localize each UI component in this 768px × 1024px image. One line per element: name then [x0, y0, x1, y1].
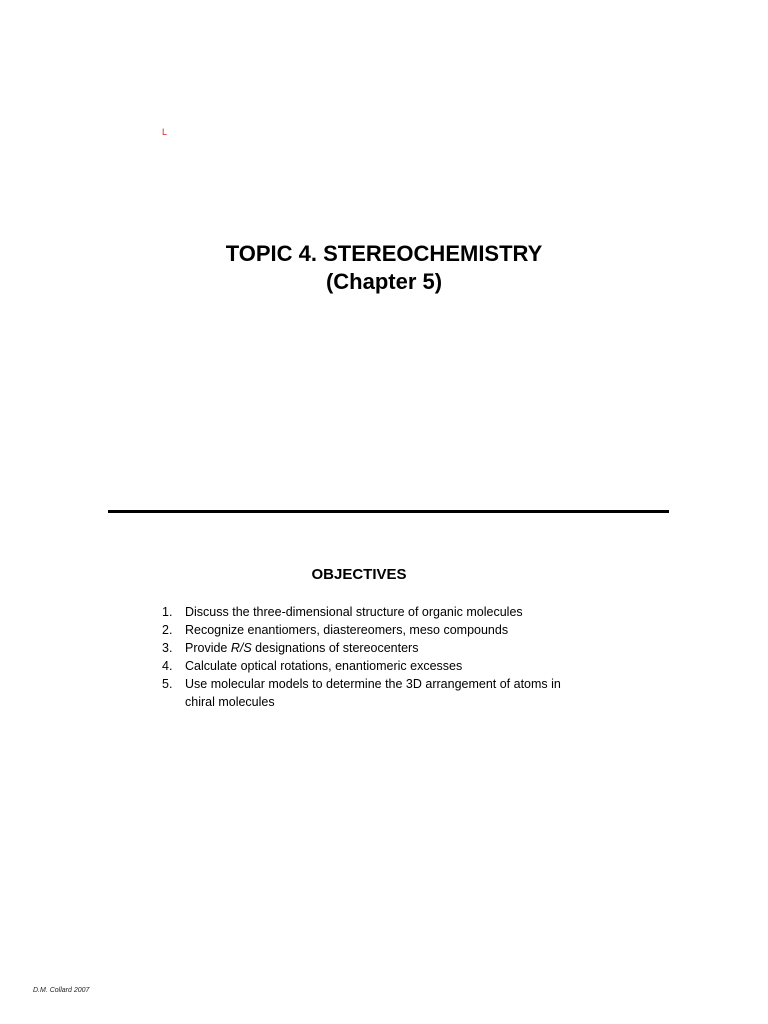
objective-text-post: designations of stereocenters	[251, 641, 419, 655]
horizontal-divider	[108, 510, 669, 513]
corner-mark: L	[162, 127, 168, 137]
objective-text: Use molecular models to determine the 3D arrangement of atoms in chiral molecules	[185, 677, 561, 709]
objective-number: 4.	[162, 659, 173, 673]
objective-item-5	[162, 675, 582, 711]
objective-item-3	[162, 639, 582, 657]
objective-number: 1.	[162, 605, 173, 619]
objectives-list	[162, 603, 582, 711]
objective-number: 2.	[162, 623, 173, 637]
objective-text: Calculate optical rotations, enantiomeric excesses	[185, 659, 463, 673]
objective-text: Recognize enantiomers, diastereomers, meso compounds	[185, 623, 509, 637]
page-subtitle: (Chapter 5)	[325, 269, 443, 294]
footer-credit: D.M. Collard 2007	[33, 987, 90, 994]
page-title: TOPIC 4. STEREOCHEMISTRY	[225, 241, 543, 266]
title-block	[0, 240, 768, 296]
objective-item-4	[162, 657, 582, 675]
objectives-heading: OBJECTIVES	[311, 566, 407, 583]
objective-item-2	[162, 621, 582, 639]
objective-item-1	[162, 603, 582, 621]
objective-text	[185, 641, 418, 655]
objective-number: 5.	[162, 677, 173, 691]
objective-text-italic: R/S	[230, 641, 252, 655]
objective-text-pre: Provide	[185, 641, 231, 655]
objective-text: Discuss the three-dimensional structure of organic molecules	[185, 605, 523, 619]
objective-number: 3.	[162, 641, 173, 655]
